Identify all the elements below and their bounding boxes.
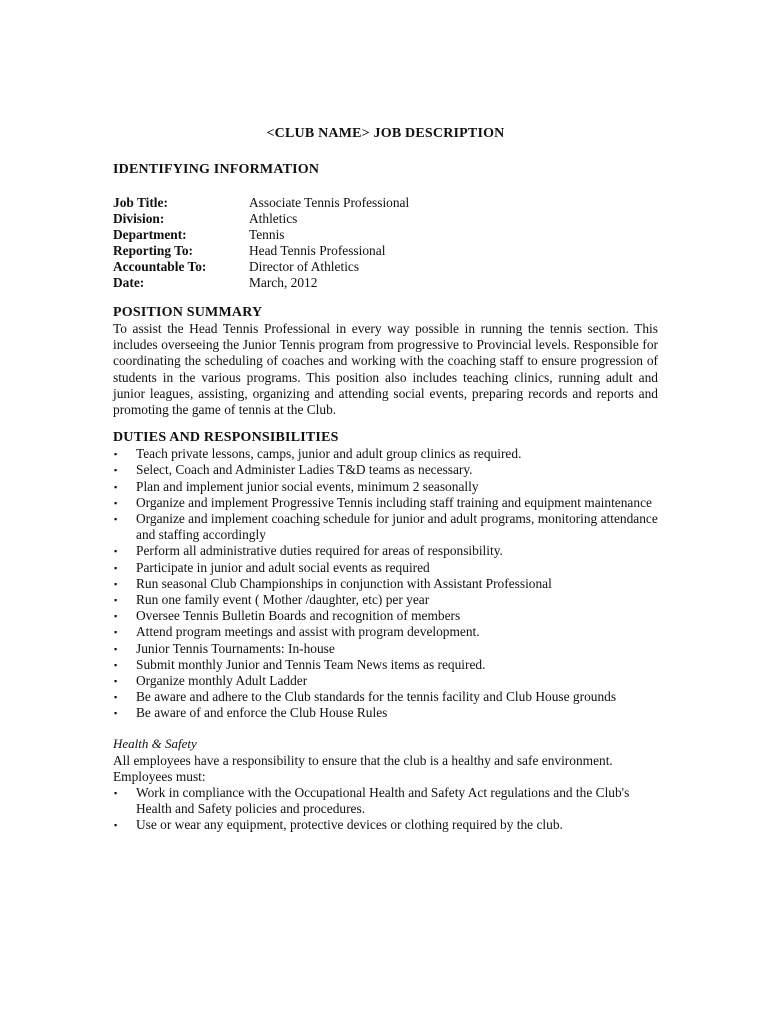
info-value: Director of Athletics (249, 259, 360, 274)
duty-item (113, 624, 658, 640)
identifying-information-table (113, 195, 409, 291)
bullet-icon: ▪ (114, 627, 118, 638)
duty-item (113, 689, 658, 705)
document-page (113, 126, 658, 834)
duty-item (113, 543, 658, 559)
bullet-icon: ▪ (114, 708, 118, 719)
info-value: Associate Tennis Professional (249, 195, 410, 210)
bullet-icon: ▪ (114, 676, 118, 687)
duty-item (113, 673, 658, 689)
bullet-icon: ▪ (114, 546, 118, 557)
duty-item (113, 511, 658, 543)
info-value: March, 2012 (249, 275, 318, 290)
bullet-icon: ▪ (114, 465, 118, 476)
bullet-icon: ▪ (114, 643, 118, 654)
duties-list (113, 446, 658, 721)
info-row (113, 227, 409, 243)
duty-item (113, 495, 658, 511)
duty-item (113, 705, 658, 721)
duty-item-text: Organize and implement Progressive Tennis including staff training and equipment maintenance (136, 494, 652, 510)
identifying-information-heading: IDENTIFYING INFORMATION (113, 162, 320, 177)
health-safety-item (113, 785, 658, 817)
duty-item (113, 657, 658, 673)
duty-item-text: Run one family event ( Mother /daughter, etc) per year (136, 592, 430, 608)
bullet-icon: ▪ (114, 611, 118, 622)
info-row (113, 211, 409, 227)
info-label: Division: (113, 211, 165, 226)
duty-item (113, 608, 658, 624)
info-value: Athletics (249, 211, 298, 226)
info-row (113, 259, 409, 275)
duty-item-text: Teach private lessons, camps, junior and adult group clinics as required. (136, 446, 522, 462)
info-label: Job Title: (113, 195, 168, 210)
duty-item-text: Submit monthly Junior and Tennis Team News items as required. (136, 656, 486, 672)
bullet-icon: ▪ (114, 449, 118, 460)
bullet-icon: ▪ (114, 562, 118, 573)
duty-item-text: Be aware of and enforce the Club House Rules (136, 705, 388, 721)
bullet-icon: ▪ (114, 659, 118, 670)
duty-item (113, 462, 658, 478)
info-label: Department: (113, 227, 187, 242)
bullet-icon: ▪ (114, 497, 118, 508)
health-safety-title: Health & Safety (113, 735, 197, 751)
duties-heading: DUTIES AND RESPONSIBILITIES (113, 430, 339, 446)
duty-item-text: Select, Coach and Administer Ladies T&D teams as necessary. (136, 462, 473, 478)
duty-item-text: Be aware and adhere to the Club standards for the tennis facility and Club House grounds (136, 689, 617, 705)
duty-item-text: Perform all administrative duties required for areas of responsibility. (136, 543, 503, 559)
info-label: Date: (113, 275, 145, 290)
duty-item-text: Participate in junior and adult social events as required (136, 559, 430, 575)
duty-item-text: Organize and implement coaching schedule for junior and adult programs, monitoring attendance and staffing accordingly (136, 511, 658, 543)
info-row (113, 195, 409, 211)
bullet-icon: ▪ (114, 514, 118, 525)
bullet-icon: ▪ (114, 820, 118, 831)
bullet-icon: ▪ (114, 595, 118, 606)
info-value: Head Tennis Professional (249, 243, 386, 258)
health-safety-item (113, 817, 658, 833)
document-title: <CLUB NAME> JOB DESCRIPTION (266, 126, 505, 141)
bullet-icon: ▪ (114, 481, 118, 492)
duty-item (113, 560, 658, 576)
duty-item-text: Organize monthly Adult Ladder (136, 673, 308, 689)
duty-item-text: Junior Tennis Tournaments: In-house (136, 640, 335, 656)
health-safety-item-text: Use or wear any equipment, protective devices or clothing required by the club. (136, 817, 563, 833)
duty-item-text: Oversee Tennis Bulletin Boards and recognition of members (136, 608, 461, 624)
health-safety-intro: All employees have a responsibility to ensure that the club is a healthy and safe environment. Employees must: (113, 752, 613, 784)
duty-item (113, 641, 658, 657)
bullet-icon: ▪ (114, 578, 118, 589)
duty-item-text: Attend program meetings and assist with program development. (136, 624, 480, 640)
info-label: Accountable To: (113, 259, 207, 274)
duty-item (113, 592, 658, 608)
position-summary-heading: POSITION SUMMARY (113, 305, 263, 320)
info-value: Tennis (249, 227, 285, 242)
duty-item-text: Plan and implement junior social events, minimum 2 seasonally (136, 478, 479, 494)
duty-item-text: Run seasonal Club Championships in conjunction with Assistant Professional (136, 575, 552, 591)
health-safety-list (113, 785, 658, 834)
info-row (113, 275, 409, 291)
position-summary-text: To assist the Head Tennis Professional in every way possible in running the tennis section. This includes overseeing the Junior Tennis program from progressive to Provincial levels. Responsible for coordinating the scheduling of coaches and working with the coaching staff to ensure progression of students in the various programs. This position also includes teaching clinics, running adult and junior leagues, assisting, organizing and attending social events, preparing records and reports and promoting the game of tennis at the Club. (113, 321, 658, 418)
info-label: Reporting To: (113, 243, 193, 258)
bullet-icon: ▪ (114, 788, 118, 799)
duty-item (113, 446, 658, 462)
duty-item (113, 479, 658, 495)
bullet-icon: ▪ (114, 692, 118, 703)
info-row (113, 243, 409, 259)
health-safety-item-text: Work in compliance with the Occupational Health and Safety Act regulations and the Club's Health and Safety policies and procedures. (136, 785, 630, 817)
duty-item (113, 576, 658, 592)
